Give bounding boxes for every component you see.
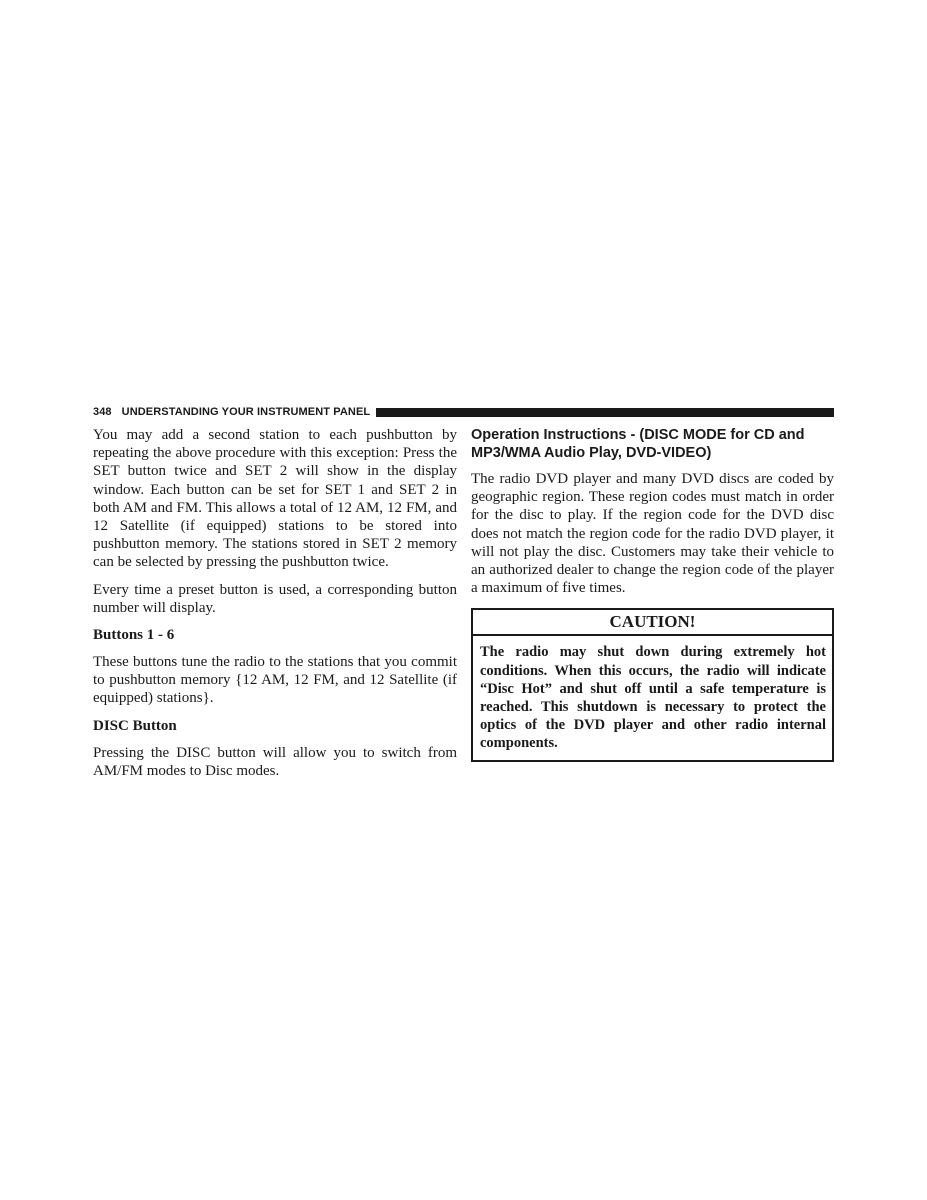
caution-box [471, 608, 834, 761]
caution-title: CAUTION! [473, 610, 832, 636]
caution-text: The radio may shut down during extremely hot conditions. When this occurs, the radio will indicate “Disc Hot” and shut off until a safe temperature is reached. This shutdown is necessary to protect the optics of the DVD player and other radio internal components. [480, 644, 826, 752]
operation-instructions-heading: Operation Instructions - (DISC MODE for CD and MP3/WMA Audio Play, DVD-VIDEO) [471, 427, 805, 461]
section-title: UNDERSTANDING YOUR INSTRUMENT PANEL [121, 406, 371, 418]
disc-button-heading: DISC Button [93, 717, 177, 734]
page-header [93, 404, 834, 420]
buttons-heading: Buttons 1 - 6 [93, 627, 175, 644]
disc-button-paragraph: Pressing the DISC button will allow you to switch from AM/FM modes to Disc modes. [93, 744, 457, 779]
page-number: 348 [93, 406, 112, 418]
header-rule [376, 408, 834, 417]
left-column [93, 426, 457, 789]
region-code-paragraph: The radio DVD player and many DVD discs are coded by geographic region. These region codes must match in order for the disc to play. If the region code for the DVD disc does not match the region code for the radio DVD player, it will not play the disc. Customers may take their vehicle to an authorized dealer to change the region code of the player a maximum of five times. [471, 471, 834, 597]
right-column [471, 426, 834, 762]
preset-button-paragraph: Every time a preset button is used, a corresponding button number will display. [93, 581, 457, 616]
second-station-paragraph: You may add a second station to each pushbutton by repeating the above procedure with this exception: Press the SET button twice and SET 2 will show in the display window. Each button can be set for SET 1 and SET 2 in both AM and FM. This allows a total of 12 AM, 12 FM, and 12 Satellite (if equipped) stations to be stored into pushbutton memory. The stations stored in SET 2 memory can be selected by pressing the pushbutton twice. [93, 427, 457, 571]
buttons-paragraph: These buttons tune the radio to the stations that you commit to pushbutton memory {12 AM, 12 FM, and 12 Satellite (if equipped) stations}. [93, 654, 457, 707]
